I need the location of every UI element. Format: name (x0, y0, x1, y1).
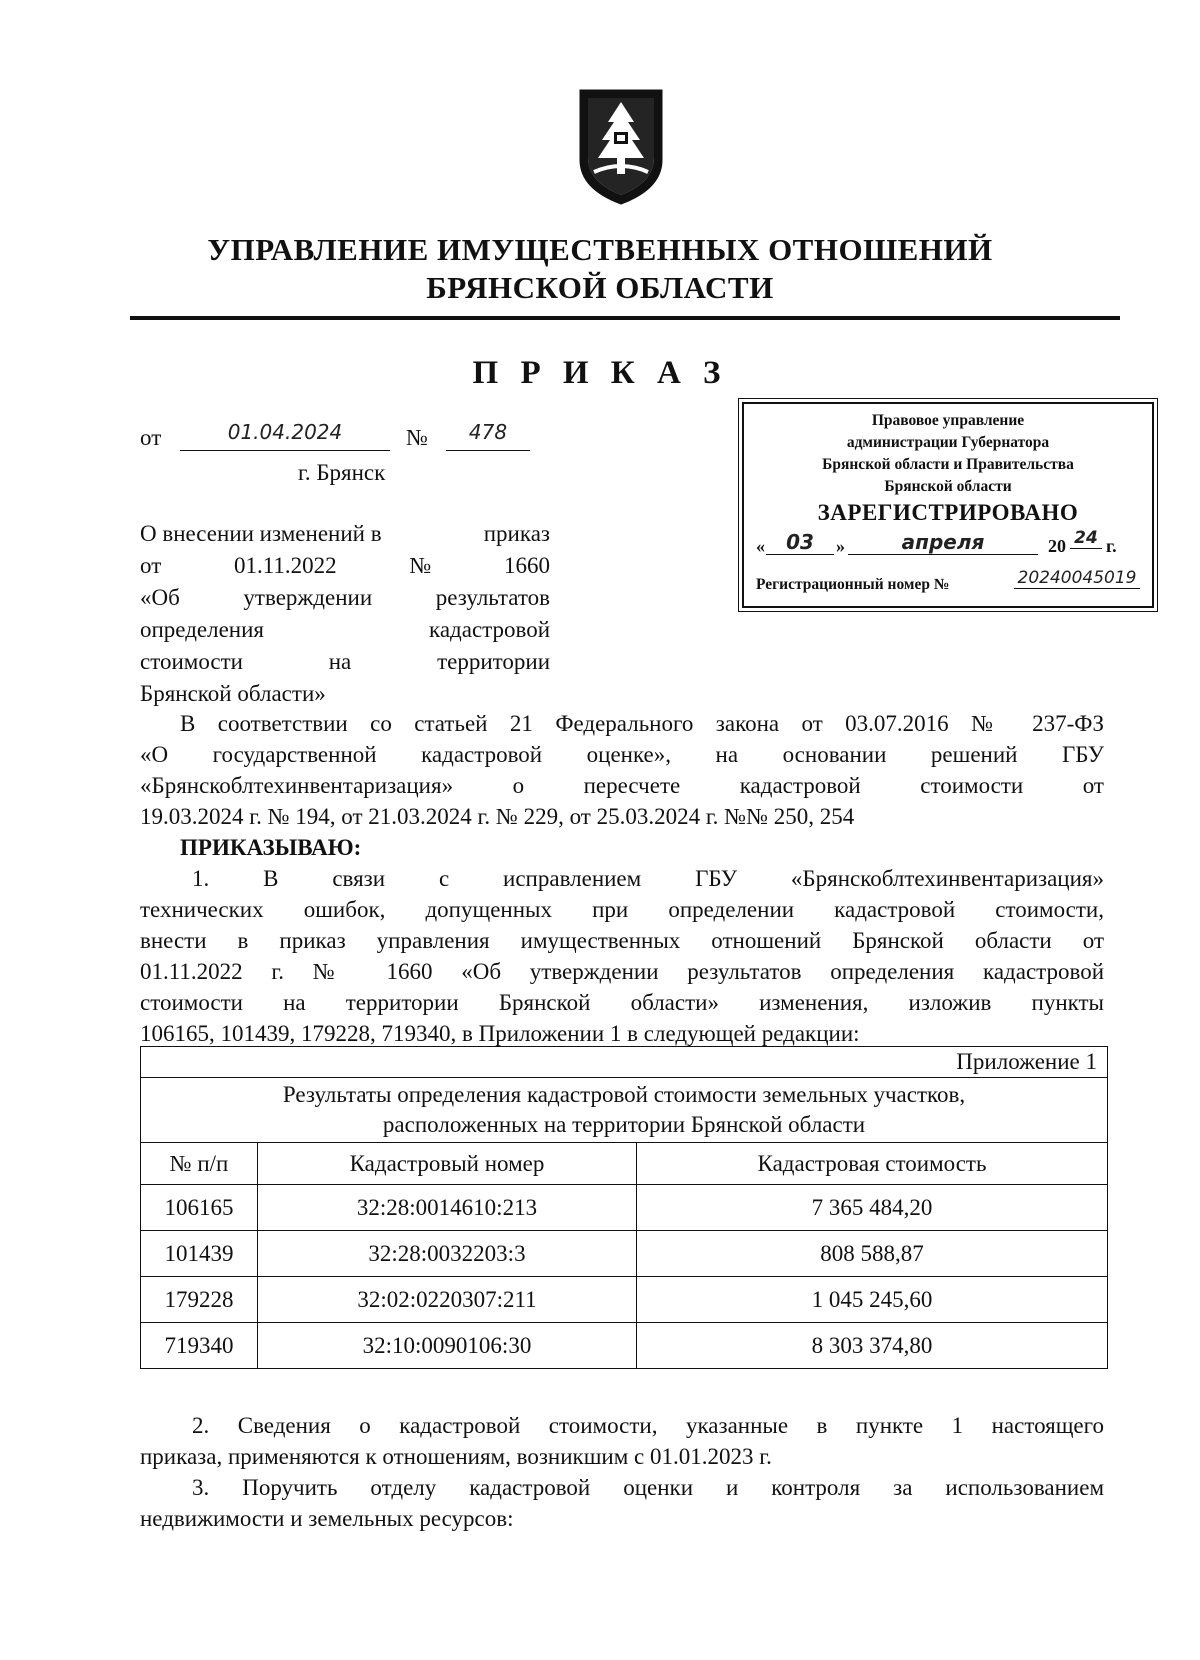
item1-line6: 106165, 101439, 179228, 719340, в Приложении 1 в следующей редакции: (140, 1021, 860, 1046)
preamble-line4: 19.03.2024 г. № 194, от 21.03.2024 г. № 229, от 25.03.2024 г. №№ 250, 254 (140, 804, 855, 829)
order-number-field (446, 420, 530, 451)
order-topic (140, 518, 550, 710)
row-cost: 808 588,87 (637, 1231, 1108, 1277)
order-date-prefix: от (140, 425, 162, 450)
stamp-line3: Брянской области и Правительства (822, 456, 1074, 473)
item1-line3: внести в приказ управления имущественных отношений Брянской области от (140, 928, 1104, 953)
organization-name-line2: БРЯНСКОЙ ОБЛАСТИ (426, 270, 774, 305)
order-number-label: № (406, 425, 428, 450)
row-cost: 7 365 484,20 (637, 1185, 1108, 1231)
table-title (141, 1078, 1108, 1143)
topic-line4: определения кадастровой (140, 617, 550, 642)
stamp-reg-number-handwritten: 20240045019 (1014, 568, 1140, 589)
items-2-3 (140, 1410, 1104, 1534)
table-title-row (141, 1078, 1108, 1143)
item2-line1: 2. Сведения о кадастровой стоимости, указанные в пункте 1 настоящего (192, 1413, 1104, 1438)
appendix-label: Приложение 1 (141, 1047, 1108, 1078)
item3-line1: 3. Поручить отделу кадастровой оценки и контроля за использованием (192, 1475, 1104, 1500)
stamp-year-handwritten: 24 (1070, 528, 1102, 549)
row-num: 101439 (141, 1231, 258, 1277)
table-header-row (141, 1143, 1108, 1185)
table-title-line2: расположенных на территории Брянской области (382, 1112, 866, 1137)
table-row (141, 1231, 1108, 1277)
row-cost: 1 045 245,60 (637, 1277, 1108, 1323)
preamble-line3: «Брянскоблтехинвентаризация» о пересчете кадастровой стоимости от (140, 773, 1104, 798)
table-row (141, 1277, 1108, 1323)
table-row (141, 1323, 1108, 1369)
registration-stamp (742, 402, 1154, 608)
header-divider (130, 316, 1120, 320)
organization-name-line1: УПРАВЛЕНИЕ ИМУЩЕСТВЕННЫХ ОТНОШЕНИЙ (207, 232, 993, 267)
stamp-line1: Правовое управление (871, 412, 1025, 429)
preamble-line2: «О государственной кадастровой оценке», на основании решений ГБУ (140, 742, 1104, 767)
order-date-handwritten: 01.04.2024 (227, 420, 343, 444)
stamp-status: ЗАРЕГИСТРИРОВАНО (817, 500, 1079, 525)
table-row (141, 1185, 1108, 1231)
stamp-line4: Брянской области (884, 478, 1012, 495)
col-header-num: № п/п (141, 1143, 258, 1185)
row-cost: 8 303 374,80 (637, 1323, 1108, 1369)
table-title-line1: Результаты определения кадастровой стоимости земельных участков, (282, 1082, 966, 1107)
appendix-table (140, 1046, 1108, 1369)
item1-line1: 1. В связи с исправлением ГБУ «Брянскоблтехинвентаризация» (192, 866, 1104, 891)
item1-line4: 01.11.2022 г. № 1660 «Об утверждении результатов определения кадастровой (140, 959, 1104, 984)
appendix-label-row (141, 1047, 1108, 1078)
row-cad: 32:28:0032203:3 (258, 1231, 637, 1277)
order-word: ПРИКАЗЫВАЮ: (180, 835, 362, 860)
coat-of-arms-emblem (578, 88, 664, 206)
stamp-day-handwritten: 03 (766, 530, 834, 555)
item2-line2: приказа, применяются к отношениям, возникшим с 01.01.2023 г. (140, 1444, 772, 1469)
topic-line6: Брянской области» (140, 681, 326, 706)
row-cad: 32:02:0220307:211 (258, 1277, 637, 1323)
stamp-quote-close: » (836, 536, 845, 556)
order-number-handwritten: 478 (468, 420, 508, 444)
document-type-title: П Р И К А З (472, 355, 728, 391)
row-cad: 32:10:0090106:30 (258, 1323, 637, 1369)
topic-line3: «Об утверждении результатов (140, 585, 550, 610)
row-cad: 32:28:0014610:213 (258, 1185, 637, 1231)
col-header-cad: Кадастровый номер (258, 1143, 637, 1185)
stamp-line2: администрации Губернатора (846, 434, 1050, 451)
stamp-reg-label: Регистрационный номер № (756, 576, 950, 593)
item1-line5: стоимости на территории Брянской области» изменения, изложив пункты (140, 990, 1104, 1015)
row-num: 179228 (141, 1277, 258, 1323)
item3-line2: недвижимости и земельных ресурсов: (140, 1506, 514, 1531)
topic-line1: О внесении изменений в приказ (140, 521, 550, 546)
item1-line2: технических ошибок, допущенных при определении кадастровой стоимости, (140, 897, 1104, 922)
row-num: 106165 (141, 1185, 258, 1231)
row-num: 719340 (141, 1323, 258, 1369)
stamp-quote-open: « (756, 536, 765, 556)
col-header-cost: Кадастровая стоимость (637, 1143, 1108, 1185)
topic-line5: стоимости на территории (140, 649, 550, 674)
order-date-field (180, 420, 390, 451)
stamp-year-suffix: г. (1106, 536, 1117, 556)
order-city: г. Брянск (298, 460, 386, 485)
stamp-year-prefix: 20 (1048, 536, 1066, 556)
topic-line2: от 01.11.2022 № 1660 (140, 553, 550, 578)
preamble-line1: В соответствии со статьей 21 Федерального закона от 03.07.2016 № 237-ФЗ (180, 711, 1104, 736)
stamp-month-handwritten: апреля (848, 530, 1038, 555)
preamble (140, 708, 1104, 1049)
